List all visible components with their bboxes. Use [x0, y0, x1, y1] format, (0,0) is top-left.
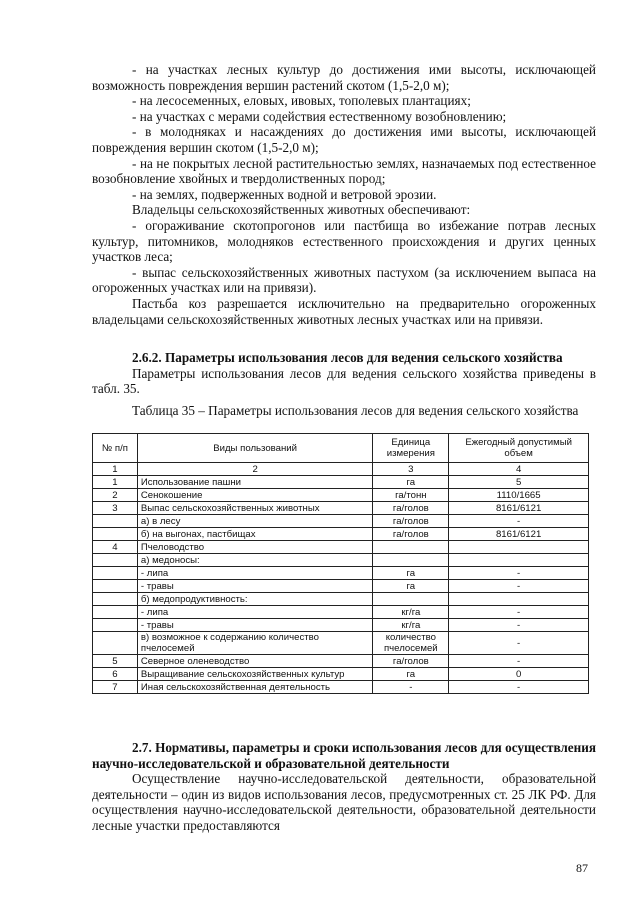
row-kind: Использование пашни [137, 476, 372, 489]
row-kind: Выпас сельскохозяйственных животных [137, 502, 372, 515]
paragraph: - на землях, подверженных водной и ветровой эрозии. [132, 186, 437, 202]
colnum-cell: 1 [93, 463, 138, 476]
table-header-row [93, 434, 589, 463]
row-num [93, 606, 138, 619]
table-row [93, 502, 589, 515]
row-num: 1 [93, 476, 138, 489]
paragraph: - выпас сельскохозяйственных животных пастухом (за исключением выпаса на огороженных участках или на привязи). [92, 264, 596, 296]
section-2-6-2 [92, 350, 596, 397]
row-unit: кг/га [373, 619, 449, 632]
header-unit: Единица измерения [373, 434, 449, 463]
row-kind: а) медоносы: [137, 554, 372, 567]
paragraph: Параметры использования лесов для ведения сельского хозяйства приведены в табл. 35. [92, 365, 596, 397]
row-kind: б) медопродуктивность: [137, 593, 372, 606]
row-volume: 1110/1665 [449, 489, 589, 502]
table-row [93, 567, 589, 580]
row-volume [449, 541, 589, 554]
row-volume: - [449, 580, 589, 593]
row-unit [373, 554, 449, 567]
row-kind: - липа [137, 606, 372, 619]
table-row [93, 632, 589, 655]
paragraph: Пастьба коз разрешается исключительно на предварительно огороженных владельцами сельскохозяйственных животных лесных участках или на привязи. [92, 295, 596, 327]
paragraph: Владельцы сельскохозяйственных животных обеспечивают: [132, 202, 471, 218]
row-volume [449, 554, 589, 567]
row-volume: 5 [449, 476, 589, 489]
row-kind: - липа [137, 567, 372, 580]
paragraph: - на не покрытых лесной растительностью землях, назначаемых под естественное возобновление хвойных и твердолиственных пород; [92, 155, 596, 187]
colnum-cell: 2 [137, 463, 372, 476]
table-row [93, 528, 589, 541]
table-row [93, 554, 589, 567]
row-num [93, 567, 138, 580]
row-unit: га/голов [373, 528, 449, 541]
row-unit: кг/га [373, 606, 449, 619]
table-row [93, 681, 589, 694]
table-row [93, 668, 589, 681]
row-volume: - [449, 619, 589, 632]
row-volume: 8161/6121 [449, 528, 589, 541]
table-row [93, 655, 589, 668]
row-num [93, 528, 138, 541]
row-num: 3 [93, 502, 138, 515]
table-row [93, 476, 589, 489]
table-row [93, 619, 589, 632]
row-volume: - [449, 567, 589, 580]
row-num [93, 593, 138, 606]
paragraph: - на участках с мерами содействия естественному возобновлению; [132, 108, 507, 124]
row-kind: а) в лесу [137, 515, 372, 528]
colnum-cell: 4 [449, 463, 589, 476]
row-num [93, 619, 138, 632]
paragraph: Осуществление научно-исследовательской деятельности, образовательной деятельности – один из видов использования лесов, предусмотренных ст. 25 ЛК РФ. Для осуществления научно-исследовательской деятельности, образовательной деятельности лесные участки предоставляются [92, 771, 596, 833]
row-kind: б) на выгонах, пастбищах [137, 528, 372, 541]
row-unit: количество пчелосемей [373, 632, 449, 655]
row-unit: га [373, 668, 449, 681]
row-unit: га [373, 476, 449, 489]
row-kind: Пчеловодство [137, 541, 372, 554]
row-kind: Иная сельскохозяйственная деятельность [137, 681, 372, 694]
row-num: 2 [93, 489, 138, 502]
row-volume: - [449, 655, 589, 668]
row-volume: 8161/6121 [449, 502, 589, 515]
row-num: 4 [93, 541, 138, 554]
row-kind: Выращивание сельскохозяйственных культур [137, 668, 372, 681]
table-row [93, 489, 589, 502]
row-unit: - [373, 681, 449, 694]
parameters-table [92, 433, 589, 694]
row-volume: - [449, 681, 589, 694]
row-unit: га/голов [373, 515, 449, 528]
row-num: 7 [93, 681, 138, 694]
header-volume: Ежегодный допустимый объем [449, 434, 589, 463]
table-row [93, 580, 589, 593]
row-volume: 0 [449, 668, 589, 681]
row-kind: в) возможное к содержанию количество пчелосемей [137, 632, 372, 655]
row-num [93, 515, 138, 528]
row-unit: га/голов [373, 502, 449, 515]
row-num [93, 554, 138, 567]
page-number: 87 [576, 861, 588, 875]
row-unit: га [373, 567, 449, 580]
section-heading: 2.7. Нормативы, параметры и сроки использования лесов для осуществления научно-исследовательской и образовательной деятельности [92, 740, 596, 771]
row-num: 6 [93, 668, 138, 681]
table-row [93, 515, 589, 528]
row-kind: Сенокошение [137, 489, 372, 502]
row-kind: - травы [137, 619, 372, 632]
row-unit: га [373, 580, 449, 593]
table-row [93, 541, 589, 554]
row-volume: - [449, 515, 589, 528]
section-heading: 2.6.2. Параметры использования лесов для ведения сельского хозяйства [132, 350, 563, 365]
paragraph: - огораживание скотопрогонов или пастбища во избежание потрав лесных культур, питомников, молодняков естественного происхождения и других ценных участков леса; [92, 217, 596, 265]
row-num: 5 [93, 655, 138, 668]
row-unit [373, 541, 449, 554]
row-unit [373, 593, 449, 606]
header-num: № п/п [93, 434, 138, 463]
row-num [93, 632, 138, 655]
intro-text [92, 62, 596, 327]
section-2-7 [92, 740, 596, 834]
row-num [93, 580, 138, 593]
paragraph: - в молодняках и насаждениях до достижения ими высоты, исключающей повреждения вершин скотом (1,5-2,0 м); [92, 124, 596, 155]
table-row [93, 606, 589, 619]
row-kind: - травы [137, 580, 372, 593]
row-kind: Северное оленеводство [137, 655, 372, 668]
row-volume [449, 593, 589, 606]
table-caption: Таблица 35 – Параметры использования лесов для ведения сельского хозяйства [132, 403, 579, 418]
paragraph: - на лесосеменных, еловых, ивовых, тополевых плантациях; [132, 93, 471, 109]
table-row [93, 593, 589, 606]
header-kind: Виды пользований [137, 434, 372, 463]
table-colnum-row [93, 463, 589, 476]
colnum-cell: 3 [373, 463, 449, 476]
row-volume: - [449, 606, 589, 619]
row-unit: га/голов [373, 655, 449, 668]
row-volume: - [449, 632, 589, 655]
row-unit: га/тонн [373, 489, 449, 502]
paragraph: - на участках лесных культур до достижения ими высоты, исключающей возможность повреждения вершин растений скотом (1,5-2,0 м); [92, 62, 596, 93]
